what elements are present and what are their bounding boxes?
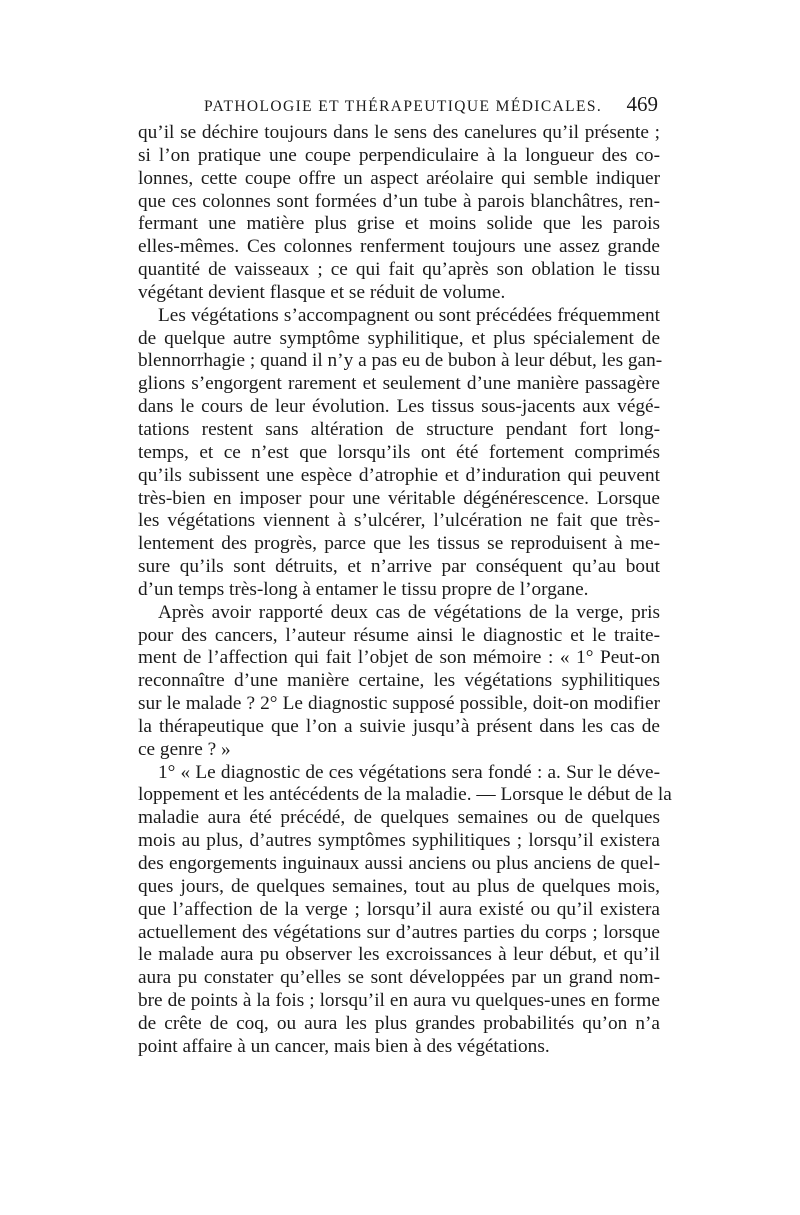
text-line: Les végétations s’accompagnent ou sont précédées fréquemment bbox=[158, 304, 660, 326]
page-number: 469 bbox=[626, 92, 658, 116]
text-line: glions s’engorgent rarement et seulement d’une manière passagère bbox=[138, 373, 660, 395]
text-line: que ces colonnes sont formées d’un tube à parois blanchâtres, ren- bbox=[138, 190, 660, 212]
body-text bbox=[138, 122, 672, 1059]
text-line: mois au plus, d’autres symptômes syphilitiques ; lorsqu’il existera bbox=[138, 830, 660, 852]
text-line: des engorgements inguinaux aussi anciens ou plus anciens de quel- bbox=[138, 853, 660, 874]
running-title: PATHOLOGIE ET THÉRAPEUTIQUE MÉDICALES. bbox=[204, 98, 603, 115]
text-line: reconnaître d’une manière certaine, les végétations syphilitiques bbox=[138, 670, 660, 692]
text-line: 1° « Le diagnostic de ces végétations sera fondé : a. Sur le déve- bbox=[158, 761, 660, 783]
text-line: qu’il se déchire toujours dans le sens des canelures qu’il présente ; bbox=[138, 122, 660, 143]
text-line: sur le malade ? 2° Le diagnostic supposé possible, doit-on modifier bbox=[138, 693, 660, 715]
text-line: que l’affection de la verge ; lorsqu’il aura existé ou qu’il existera bbox=[138, 898, 660, 920]
text-line: loppement et les antécédents de la maladie. — Lorsque le début de la bbox=[138, 784, 672, 806]
text-line: ce genre ? » bbox=[138, 738, 231, 760]
text-line: lonnes, cette coupe offre un aspect aréolaire qui semble indiquer bbox=[138, 167, 660, 189]
text-line: point affaire à un cancer, mais bien à des végétations. bbox=[138, 1035, 550, 1057]
text-line: sure qu’ils sont détruits, et n’arrive par conséquent qu’au bout bbox=[138, 556, 660, 578]
text-line: quantité de vaisseaux ; ce qui fait qu’après son oblation le tissu bbox=[138, 259, 660, 281]
text-line: elles-mêmes. Ces colonnes renferment toujours une assez grande bbox=[138, 236, 660, 258]
text-line: actuellement des végétations sur d’autres parties du corps ; lorsque bbox=[138, 921, 660, 943]
text-line: dans le cours de leur évolution. Les tissus sous-jacents aux végé- bbox=[138, 396, 660, 418]
text-line: la thérapeutique que l’on a suivie jusqu’à présent dans les cas de bbox=[138, 715, 660, 737]
text-line: bre de points à la fois ; lorsqu’il en aura vu quelques-unes en forme bbox=[138, 990, 660, 1012]
text-line: lentement des progrès, parce que les tissus se reproduisent à me- bbox=[138, 533, 660, 555]
text-line: temps, et ce n’est que lorsqu’ils ont été fortement comprimés bbox=[138, 441, 660, 463]
text-line: si l’on pratique une coupe perpendiculaire à la longueur des co- bbox=[138, 144, 660, 166]
text-line: qu’ils subissent une espèce d’atrophie et d’induration qui peuvent bbox=[138, 464, 660, 486]
text-line: ment de l’affection qui fait l’objet de son mémoire : « 1° Peut-on bbox=[138, 647, 660, 669]
text-line: de crête de coq, ou aura les plus grandes probabilités qu’on n’a bbox=[138, 1012, 660, 1034]
text-line: ques jours, de quelques semaines, tout au plus de quelques mois, bbox=[138, 875, 660, 897]
text-line: le malade aura pu observer les excroissances à leur début, et qu’il bbox=[138, 944, 660, 966]
text-line: Après avoir rapporté deux cas de végétations de la verge, pris bbox=[158, 601, 660, 623]
text-line: fermant une matière plus grise et moins solide que les parois bbox=[138, 213, 660, 235]
text-line: maladie aura été précédé, de quelques semaines ou de quelques bbox=[138, 807, 660, 829]
page-header bbox=[138, 92, 660, 120]
text-line: aura pu constater qu’elles se sont développées par un grand nom- bbox=[138, 967, 660, 989]
text-line: végétant devient flasque et se réduit de volume. bbox=[138, 281, 506, 303]
text-line: de quelque autre symptôme syphilitique, et plus spécialement de bbox=[138, 327, 660, 349]
text-line: pour des cancers, l’auteur résume ainsi le diagnostic et le traite- bbox=[138, 624, 660, 646]
text-line: les végétations viennent à s’ulcérer, l’ulcération ne fait que très- bbox=[138, 510, 660, 532]
text-line: tations restent sans altération de structure pendant fort long- bbox=[138, 418, 660, 440]
text-line: d’un temps très-long à entamer le tissu propre de l’organe. bbox=[138, 578, 589, 600]
text-line: blennorrhagie ; quand il n’y a pas eu de bubon à leur début, les gan- bbox=[138, 350, 663, 372]
text-line: très-bien en imposer pour une véritable dégénérescence. Lorsque bbox=[138, 487, 660, 509]
